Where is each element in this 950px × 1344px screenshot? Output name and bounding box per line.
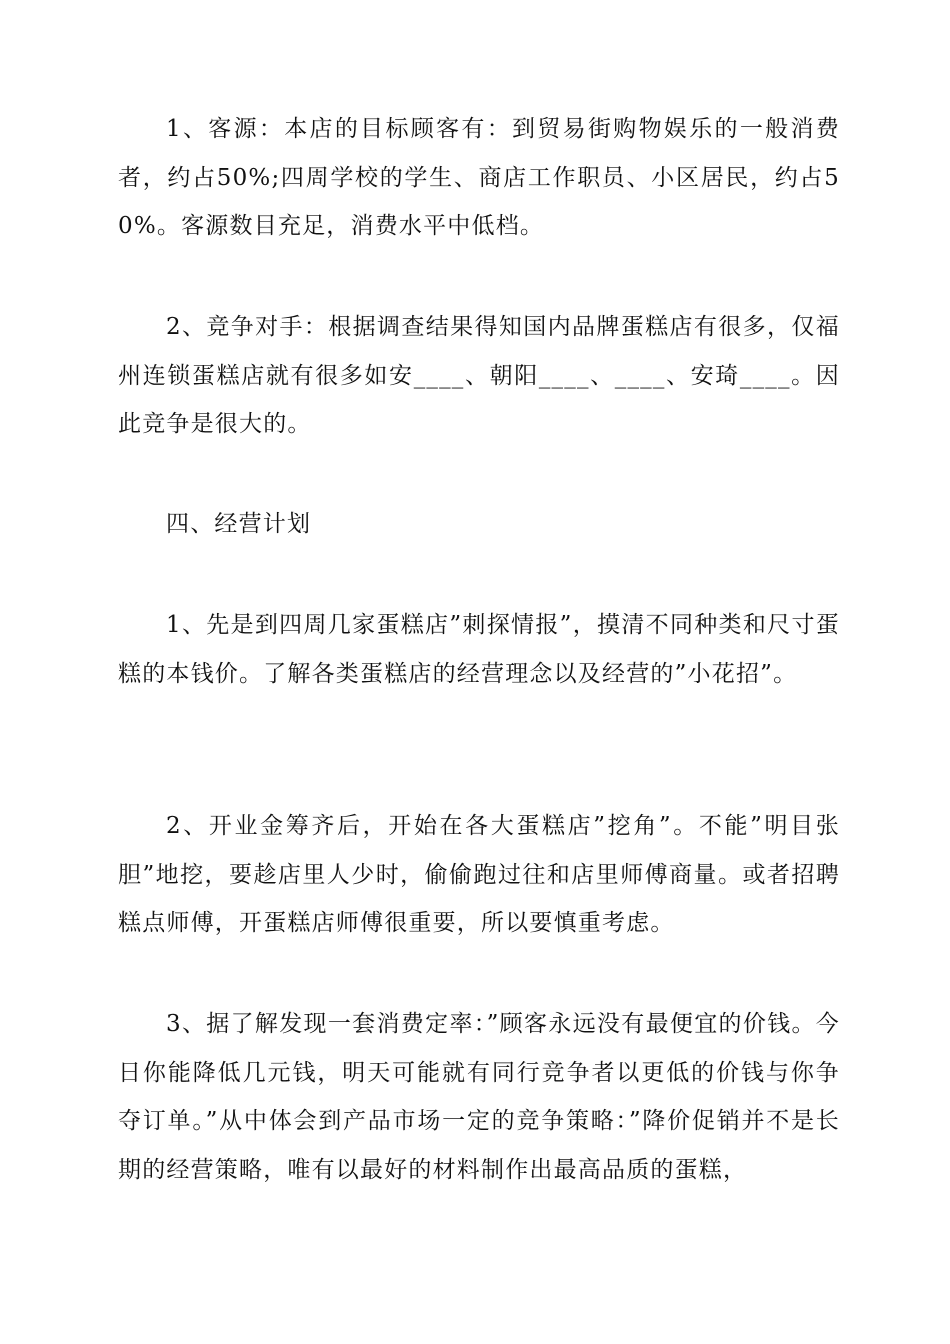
paragraph-plan-step-3: 3、据了解发现一套消费定率：”顾客永远没有最便宜的价钱。今日你能降低几元钱，明天可能就有同行竞争者以更低的价钱与你争夺订单。”从中体会到产品市场一定的竞争策略：”降价促销并不是长期的经营策略，唯有以最好的材料制作出最高品质的蛋糕， [118,1011,840,1183]
paragraph-customer-source: 1、客源：本店的目标顾客有：到贸易街购物娱乐的一般消费者，约占50%;四周学校的学生、商店工作职员、小区居民，约占50%。客源数目充足，消费水平中低档。 [118,116,840,239]
paragraph-competitors: 2、竞争对手：根据调查结果得知国内品牌蛋糕店有很多，仅福州连锁蛋糕店就有很多如安____、朝阳____、____、安琦____。因此竞争是很大的。 [118,314,840,437]
paragraph-plan-step-1: 1、先是到四周几家蛋糕店”刺探情报”，摸清不同种类和尺寸蛋糕的本钱价。了解各类蛋糕店的经营理念以及经营的”小花招”。 [118,612,840,687]
paragraph-plan-step-2: 2、开业金筹齐后，开始在各大蛋糕店”挖角”。不能”明目张胆”地挖，要趁店里人少时，偷偷跑过往和店里师傅商量。或者招聘糕点师傅，开蛋糕店师傅很重要，所以要慎重考虑。 [118,813,840,936]
section-heading-business-plan: 四、经营计划 [166,511,312,537]
